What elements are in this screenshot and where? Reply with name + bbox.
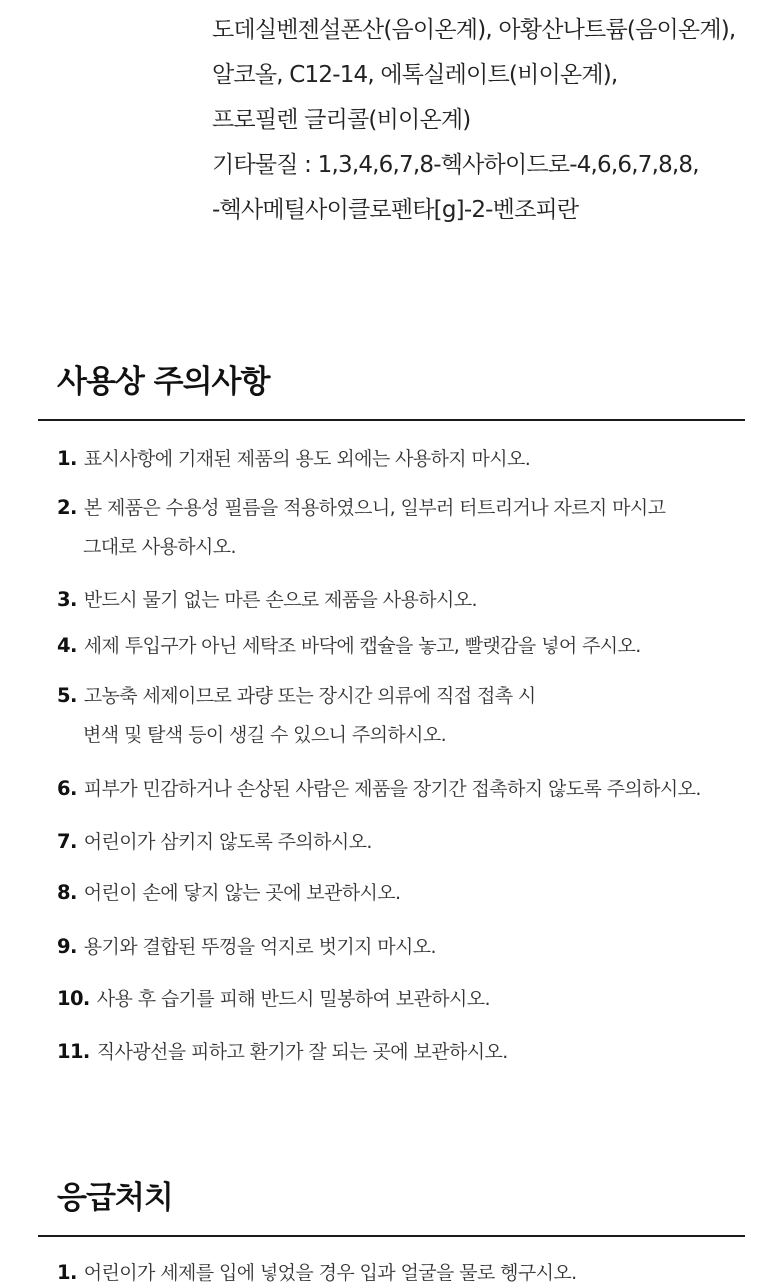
list-item: [57, 444, 747, 474]
item-text: 용기와 결합된 뚜껑을 억지로 벗기지 마시오.: [83, 936, 436, 958]
item-text: 어린이 손에 닿지 않는 곳에 보관하시오.: [83, 882, 401, 904]
item-text: 표시사항에 기재된 제품의 용도 외에는 사용하지 마시오.: [83, 448, 531, 470]
list-item: [57, 932, 747, 962]
item-text: 반드시 물기 없는 마른 손으로 제품을 사용하시오.: [83, 589, 477, 611]
item-text: 어린이가 삼키지 않도록 주의하시오.: [83, 831, 372, 853]
ingredients-line: 기타물질 : 1,3,4,6,7,8-헥사하이드로-4,6,6,7,8,8,: [212, 152, 699, 178]
ingredients-block: [212, 8, 772, 233]
list-item: [57, 681, 747, 750]
list-item: [57, 774, 747, 804]
item-number: 7.: [57, 830, 77, 853]
item-text: 사용 후 습기를 피해 반드시 밀봉하여 보관하시오.: [96, 988, 490, 1010]
section-divider: [38, 1235, 745, 1237]
item-text: 피부가 민감하거나 손상된 사람은 제품을 장기간 접촉하지 않도록 주의하시오.: [83, 778, 701, 800]
list-item: [57, 493, 747, 562]
item-number: 1.: [57, 447, 77, 470]
first-aid-title: 응급처치: [57, 1180, 173, 1216]
first-aid-section: [38, 1175, 745, 1237]
item-number: 10.: [57, 987, 90, 1010]
item-number: 11.: [57, 1040, 90, 1063]
item-number: 8.: [57, 881, 77, 904]
list-item: [57, 585, 747, 615]
section-divider: [38, 419, 745, 421]
list-item: [57, 631, 747, 661]
ingredients-line: 알코올, C12-14, 에톡실레이트(비이온계),: [212, 62, 618, 88]
list-item: [57, 1037, 747, 1067]
list-item: [57, 1258, 747, 1288]
item-text: 어린이가 세제를 입에 넣었을 경우 입과 얼굴을 물로 헹구시오.: [83, 1262, 577, 1284]
ingredients-line: -헥사메틸사이클로펜타[g]-2-벤조피란: [212, 197, 579, 223]
list-item: [57, 878, 747, 908]
list-item: [57, 984, 747, 1014]
item-number: 9.: [57, 935, 77, 958]
item-number: 3.: [57, 588, 77, 611]
list-item: [57, 827, 747, 857]
ingredients-line: 도데실벤젠설폰산(음이온계), 아황산나트륨(음이온계),: [212, 17, 736, 43]
item-text: 본 제품은 수용성 필름을 적용하였으니, 일부러 터트리거나 자르지 마시고: [83, 497, 666, 519]
precautions-title: 사용상 주의사항: [57, 364, 270, 400]
item-text-continued: 변색 및 탈색 등이 생길 수 있으니 주의하시오.: [83, 724, 447, 746]
item-number: 2.: [57, 496, 77, 519]
item-number: 5.: [57, 684, 77, 707]
ingredients-line: 프로필렌 글리콜(비이온계): [212, 107, 471, 133]
item-text: 고농축 세제이므로 과량 또는 장시간 의류에 직접 접촉 시: [83, 685, 536, 707]
precautions-section: [38, 359, 745, 421]
item-number: 4.: [57, 634, 77, 657]
item-text-continued: 그대로 사용하시오.: [83, 536, 236, 558]
item-text: 직사광선을 피하고 환기가 잘 되는 곳에 보관하시오.: [96, 1041, 508, 1063]
item-text: 세제 투입구가 아닌 세탁조 바닥에 캡슐을 놓고, 빨랫감을 넣어 주시오.: [83, 635, 641, 657]
item-number: 6.: [57, 777, 77, 800]
item-number: 1.: [57, 1261, 77, 1284]
